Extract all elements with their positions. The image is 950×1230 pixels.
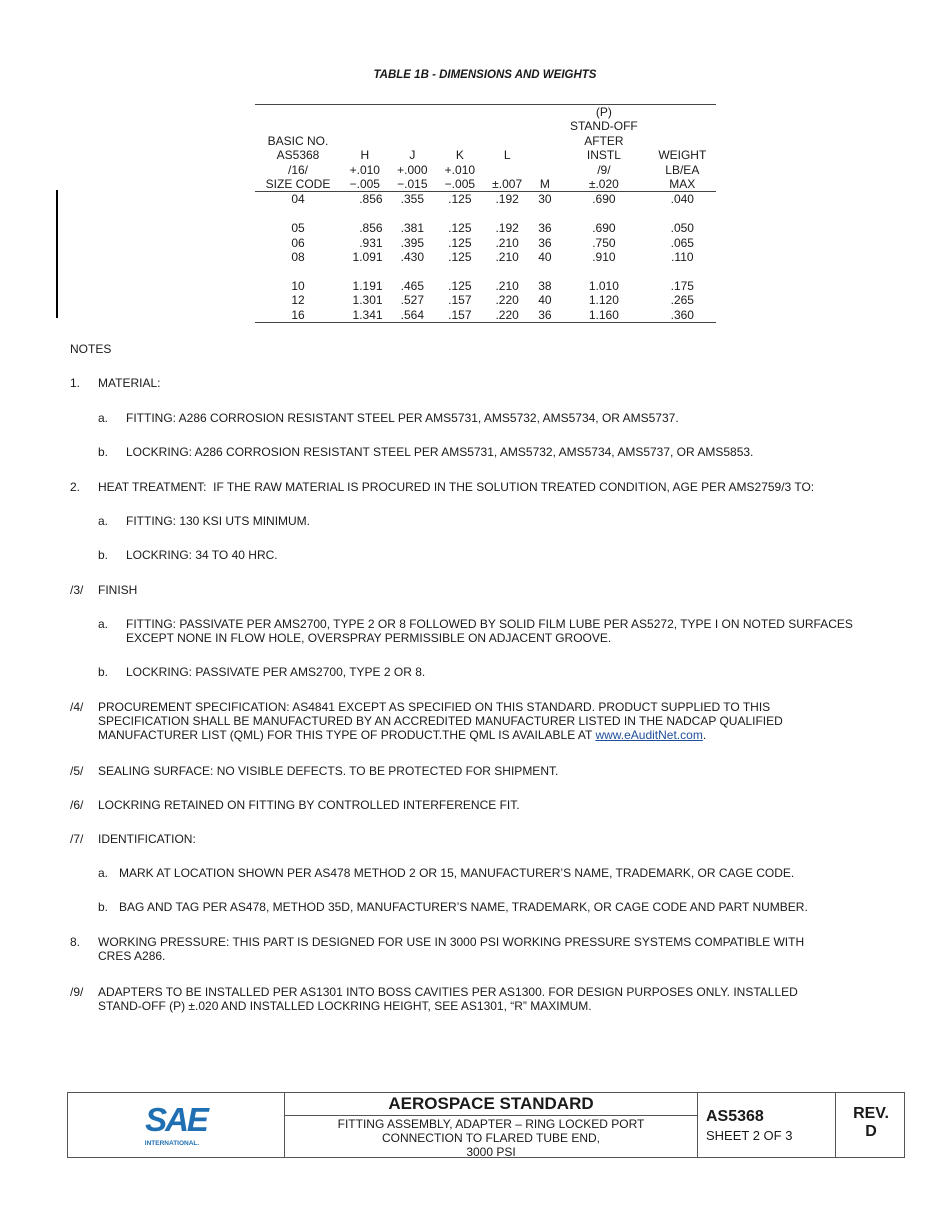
header-h-line1: H xyxy=(360,148,370,163)
table-title: TABLE 1B - DIMENSIONS AND WEIGHTS xyxy=(373,69,597,81)
revision-value: D xyxy=(865,1123,877,1140)
note-text: SEALING SURFACE: NO VISIBLE DEFECTS. TO BE PROTECTED FOR SHIPMENT. xyxy=(98,764,559,778)
cell-l: .192 xyxy=(495,221,519,236)
cell-m: 36 xyxy=(538,235,552,250)
note-text: CRES A286. xyxy=(98,949,166,963)
header-k-line2: +.010 xyxy=(444,162,476,177)
header-l-line2: ±.007 xyxy=(484,177,531,192)
standard-title: AEROSPACE STANDARD xyxy=(285,1093,697,1116)
cell-h: 1.091 xyxy=(352,250,383,265)
cell-l: .210 xyxy=(495,235,519,250)
note-sub-label: a. xyxy=(98,411,109,425)
note-sub-text: LOCKRING: PASSIVATE PER AMS2700, TYPE 2 OR 8. xyxy=(126,665,426,679)
header-p-line4: INSTL xyxy=(586,148,621,163)
header-k-line3: −.005 xyxy=(436,177,484,192)
note-sub-label: a. xyxy=(98,514,109,528)
note-text: MATERIAL: xyxy=(98,376,161,390)
revision-cell xyxy=(836,1093,906,1157)
eauditnet-link[interactable]: www.eAuditNet.com xyxy=(595,728,703,742)
note-sub-label: b. xyxy=(98,900,109,914)
cell-h: 1.341 xyxy=(341,308,389,323)
cell-weight: .360 xyxy=(649,308,716,323)
note-sub-text: EXCEPT NONE IN FLOW HOLE, OVERSPRAY PERMISSIBLE ON ADJACENT GROOVE. xyxy=(126,631,612,645)
notes-heading: NOTES xyxy=(70,342,112,356)
note-sub-text: FITTING: A286 CORROSION RESISTANT STEEL PER AMS5731, AMS5732, AMS5734, OR AMS5737. xyxy=(126,411,679,425)
note-sub-text: MARK AT LOCATION SHOWN PER AS478 METHOD 2 OR 15, MANUFACTURER’S NAME, TRADEMARK, OR CAGE CODE. xyxy=(119,866,795,880)
header-k-line1: K xyxy=(455,148,464,163)
table-row xyxy=(255,279,716,293)
note-number: /6/ xyxy=(70,798,84,812)
cell-k: .157 xyxy=(448,293,472,308)
note-number: 2. xyxy=(70,480,81,494)
cell-h: 1.191 xyxy=(352,278,383,293)
part-description xyxy=(285,1116,697,1159)
table-row xyxy=(255,250,716,264)
note-text: MANUFACTURER LIST (QML) FOR THIS TYPE OF PRODUCT.THE QML IS AVAILABLE AT xyxy=(98,728,596,742)
document-cell xyxy=(698,1093,836,1157)
note-sub-label: a. xyxy=(98,866,109,880)
note-sub-text: LOCKRING: A286 CORROSION RESISTANT STEEL PER AMS5731, AMS5732, AMS5734, AMS5737, OR AMS5853. xyxy=(126,445,754,459)
part-description-line: CONNECTION TO FLARED TUBE END, xyxy=(381,1131,601,1145)
table-row xyxy=(255,308,716,323)
table-row xyxy=(255,293,716,307)
cell-size-code: 16 xyxy=(255,308,341,323)
note-text: WORKING PRESSURE: THIS PART IS DESIGNED FOR USE IN 3000 PSI WORKING PRESSURE SYSTEMS COMPATIBLE WITH xyxy=(98,935,805,949)
cell-weight: .050 xyxy=(670,221,694,236)
header-m: M xyxy=(531,177,559,192)
cell-weight: .175 xyxy=(670,278,694,293)
header-basic-line1: BASIC NO. xyxy=(267,133,329,148)
note-text: PROCUREMENT SPECIFICATION: AS4841 EXCEPT AS SPECIFIED ON THIS STANDARD. PRODUCT SUPPLIED TO THIS xyxy=(98,700,771,714)
cell-h: .856 xyxy=(359,192,383,207)
note-sub-label: b. xyxy=(98,445,109,459)
cell-k: .157 xyxy=(436,308,484,323)
header-j-line3: −.015 xyxy=(389,177,437,192)
header-p-line6: ±.020 xyxy=(559,177,649,192)
cell-j: .395 xyxy=(400,235,424,250)
cell-j: .527 xyxy=(400,293,424,308)
cell-p: 1.160 xyxy=(559,308,649,323)
document-number: AS5368 xyxy=(706,1108,764,1125)
cell-l: .220 xyxy=(484,308,531,323)
cell-weight: .110 xyxy=(671,250,694,265)
note-number: /5/ xyxy=(70,764,84,778)
cell-j: .465 xyxy=(400,278,424,293)
note-text: STAND-OFF (P) ±.020 AND INSTALLED LOCKRING HEIGHT, SEE AS1301, “R” MAXIMUM. xyxy=(98,999,592,1013)
cell-size-code: 05 xyxy=(291,221,305,236)
header-h-line2: +.010 xyxy=(349,162,380,177)
header-p-line1: (P) xyxy=(559,105,649,120)
sheet-number: SHEET 2 OF 3 xyxy=(706,1128,793,1143)
cell-m: 36 xyxy=(538,221,552,236)
cell-weight: .265 xyxy=(670,293,694,308)
revision-bar xyxy=(56,190,58,318)
note-sub-text: FITTING: PASSIVATE PER AMS2700, TYPE 2 OR 8 FOLLOWED BY SOLID FILM LUBE PER AS5272, TYPE I ON NOTED SURFACES xyxy=(126,617,853,631)
note-text: FINISH xyxy=(98,583,138,597)
cell-l: .220 xyxy=(495,293,519,308)
header-j-line2: +.000 xyxy=(397,162,428,177)
cell-weight: .065 xyxy=(670,235,694,250)
header-h-line3: −.005 xyxy=(341,177,389,192)
note-number: /4/ xyxy=(70,700,84,714)
header-basic-line3: /16/ xyxy=(288,162,309,177)
header-basic-line2: AS5368 xyxy=(276,148,320,163)
note-number: /9/ xyxy=(70,985,84,999)
note-number: /3/ xyxy=(70,583,84,597)
note-text: HEAT TREATMENT: IF THE RAW MATERIAL IS PROCURED IN THE SOLUTION TREATED CONDITION, AGE PER AMS2759/3 TO: xyxy=(98,480,815,494)
title-block xyxy=(67,1092,905,1158)
note-number: /7/ xyxy=(70,832,84,846)
header-basic-line4: SIZE CODE xyxy=(255,177,341,192)
note-sub-text: BAG AND TAG PER AS478, METHOD 35D, MANUFACTURER’S NAME, TRADEMARK, OR CAGE CODE AND PART NUMBER. xyxy=(119,900,808,914)
cell-size-code: 04 xyxy=(291,192,305,207)
cell-p: .910 xyxy=(592,250,616,265)
cell-p: 1.010 xyxy=(588,278,619,293)
header-weight-line3: MAX xyxy=(649,177,716,192)
cell-m: 30 xyxy=(538,192,552,207)
cell-k: .125 xyxy=(448,192,472,207)
cell-l: .192 xyxy=(495,192,519,207)
cell-j: .564 xyxy=(389,308,437,323)
table-row xyxy=(255,221,716,235)
table-row xyxy=(255,192,716,207)
cell-m: 40 xyxy=(538,250,552,265)
logo-cell xyxy=(68,1093,285,1157)
note-sub-text: LOCKRING: 34 TO 40 HRC. xyxy=(126,548,278,562)
note-number: 1. xyxy=(70,376,81,390)
cell-weight: .040 xyxy=(670,192,694,207)
cell-k: .125 xyxy=(448,250,472,265)
note-text: SPECIFICATION SHALL BE MANUFACTURED BY AN ACCREDITED MANUFACTURER LISTED IN THE NADCAP QUALIFIED xyxy=(98,714,783,728)
part-description-line: 3000 PSI xyxy=(466,1145,516,1159)
note-text: IDENTIFICATION: xyxy=(98,832,196,846)
cell-p: .750 xyxy=(592,235,616,250)
cell-size-code: 06 xyxy=(291,235,305,250)
cell-h: 1.301 xyxy=(352,293,383,308)
cell-p: .690 xyxy=(592,221,616,236)
dimensions-table xyxy=(255,104,716,323)
cell-m: 36 xyxy=(531,308,559,323)
cell-m: 40 xyxy=(538,293,552,308)
cell-k: .125 xyxy=(448,278,472,293)
note-text: . xyxy=(702,728,707,742)
note-number: 8. xyxy=(70,935,81,949)
note-text: LOCKRING RETAINED ON FITTING BY CONTROLLED INTERFERENCE FIT. xyxy=(98,798,520,812)
sae-logo xyxy=(68,1093,285,1157)
cell-p: .690 xyxy=(592,192,616,207)
note-sub-text: FITTING: 130 KSI UTS MINIMUM. xyxy=(126,514,311,528)
sae-logo-text: SAE xyxy=(145,1101,207,1138)
header-weight-line2: LB/EA xyxy=(665,162,700,177)
cell-m: 38 xyxy=(538,278,552,293)
cell-h: .856 xyxy=(359,221,383,236)
note-text: ADAPTERS TO BE INSTALLED PER AS1301 INTO BOSS CAVITIES PER AS1300. FOR DESIGN PURPOSES ONLY. INSTALLED xyxy=(98,985,798,999)
cell-l: .210 xyxy=(495,250,519,265)
header-p-line3: AFTER xyxy=(584,133,624,148)
note-sub-label: a. xyxy=(98,617,109,631)
cell-size-code: 12 xyxy=(291,293,305,308)
cell-j: .430 xyxy=(400,250,424,265)
cell-j: .381 xyxy=(400,221,424,236)
note-sub-label: b. xyxy=(98,665,109,679)
note-sub-label: b. xyxy=(98,548,109,562)
header-p-line2: STAND-OFF xyxy=(569,119,638,134)
header-j-line1: J xyxy=(409,148,416,163)
title-cell xyxy=(285,1093,698,1157)
cell-j: .355 xyxy=(400,192,424,207)
table-row xyxy=(255,236,716,250)
cell-size-code: 10 xyxy=(291,278,305,293)
part-description-line: FITTING ASSEMBLY, ADAPTER – RING LOCKED PORT xyxy=(337,1117,645,1131)
header-l-line1: L xyxy=(503,148,511,163)
sae-logo-subtext: INTERNATIONAL. xyxy=(144,1140,200,1147)
cell-h: .931 xyxy=(359,235,383,250)
cell-k: .125 xyxy=(448,221,472,236)
cell-p: 1.120 xyxy=(588,293,619,308)
note-text-with-link xyxy=(98,728,706,742)
cell-size-code: 08 xyxy=(291,250,305,265)
cell-k: .125 xyxy=(448,235,472,250)
revision-label: REV. xyxy=(853,1105,889,1122)
cell-l: .210 xyxy=(495,278,519,293)
header-p-line5: /9/ xyxy=(597,162,611,177)
header-weight-line1: WEIGHT xyxy=(658,148,707,163)
